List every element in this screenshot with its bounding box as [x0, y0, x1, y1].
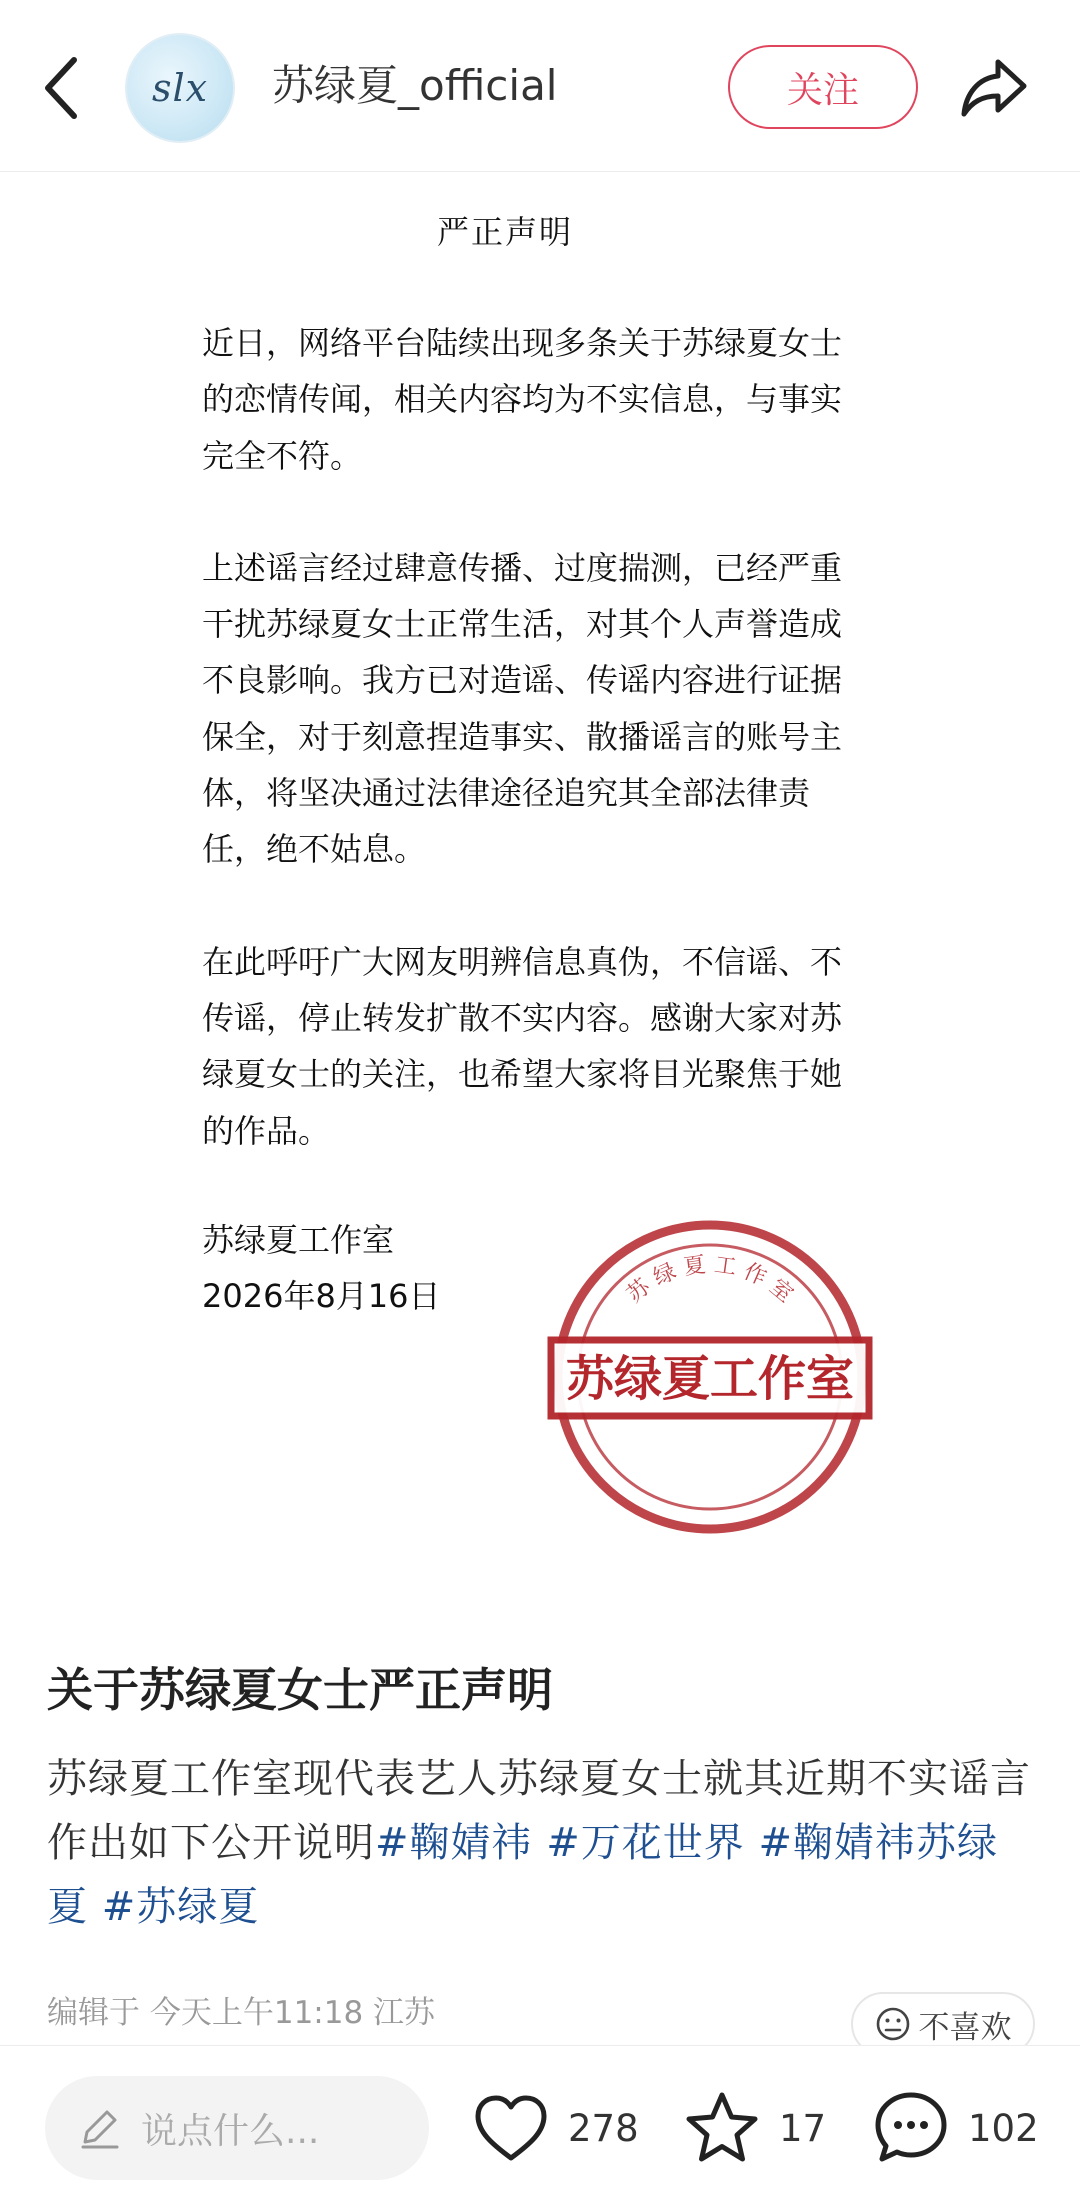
dislike-face-icon — [875, 2006, 911, 2042]
hashtag-link[interactable]: #鞠婧祎 — [375, 1820, 533, 1866]
post-meta: 编辑于 今天上午11:18 江苏 — [47, 1995, 436, 2031]
comment-placeholder: 说点什么... — [141, 2110, 320, 2152]
follow-button[interactable]: 关注 — [728, 45, 918, 129]
share-icon — [958, 52, 1030, 124]
like-button[interactable] — [472, 2084, 639, 2172]
comment-input[interactable] — [45, 2076, 429, 2180]
statement-date: 2026年8月16日 — [202, 1277, 441, 1315]
hashtag-link[interactable]: #鞠婧祎苏绿夏 — [47, 1820, 998, 1930]
back-button[interactable] — [38, 52, 88, 124]
account-name[interactable]: 苏绿夏_official — [272, 61, 558, 110]
statement-title: 严正声明 — [436, 213, 573, 251]
statement-paragraph: 在此呼吁广大网友明辨信息真伪，不信谣、不传谣，停止转发扩散不实内容。感谢大家对苏绿夏女士的关注，也希望大家将目光聚焦于她的作品。 — [202, 942, 843, 1150]
top-header — [0, 0, 1080, 172]
back-icon — [38, 52, 88, 124]
statement-image[interactable] — [0, 172, 1080, 1592]
avatar-logo-text: slx — [151, 66, 209, 110]
statement-body — [202, 315, 870, 1215]
heart-icon — [472, 2092, 550, 2164]
seal-center-text: 苏绿夏工作室 — [565, 1351, 855, 1407]
statement-signature: 苏绿夏工作室 — [202, 1221, 395, 1259]
post-description-text: 苏绿夏工作室现代表艺人苏绿夏女士就其近期不实谣言作出如下公开说明 — [47, 1756, 1031, 1866]
comment-button[interactable] — [872, 2084, 1039, 2172]
statement-signature-block — [202, 1212, 441, 1324]
favorite-count: 17 — [779, 2106, 827, 2150]
comment-icon — [872, 2089, 950, 2167]
avatar[interactable] — [125, 33, 235, 143]
like-count: 278 — [568, 2106, 639, 2150]
seal-ring-text: 苏 绿 夏 工 作 室 — [622, 1252, 798, 1308]
bottom-action-bar — [0, 2045, 1080, 2203]
pencil-icon — [75, 2104, 123, 2152]
comment-count: 102 — [968, 2106, 1039, 2150]
star-icon — [683, 2090, 761, 2166]
hashtag-link[interactable]: #万花世界 — [546, 1820, 745, 1866]
favorite-button[interactable] — [683, 2084, 826, 2172]
post-title: 关于苏绿夏女士严正声明 — [47, 1663, 553, 1717]
statement-paragraph: 上述谣言经过肆意传播、过度揣测，已经严重干扰苏绿夏女士正常生活，对其个人声誉造成不良影响。我方已对造谣、传谣内容进行证据保全，对于刻意捏造事实、散播谣言的账号主体，将坚决通过法律途径追究其全部法律责任，绝不姑息。 — [202, 548, 843, 869]
hashtag-link[interactable]: #苏绿夏 — [101, 1884, 260, 1930]
share-button[interactable] — [958, 52, 1030, 124]
statement-paragraph: 近日，网络平台陆续出现多条关于苏绿夏女士的恋情传闻，相关内容均为不实信息，与事实完全不符。 — [202, 324, 843, 475]
dislike-label: 不喜欢 — [918, 2009, 1012, 2046]
seal-stamp — [545, 1212, 875, 1542]
post-description — [47, 1747, 1037, 1939]
